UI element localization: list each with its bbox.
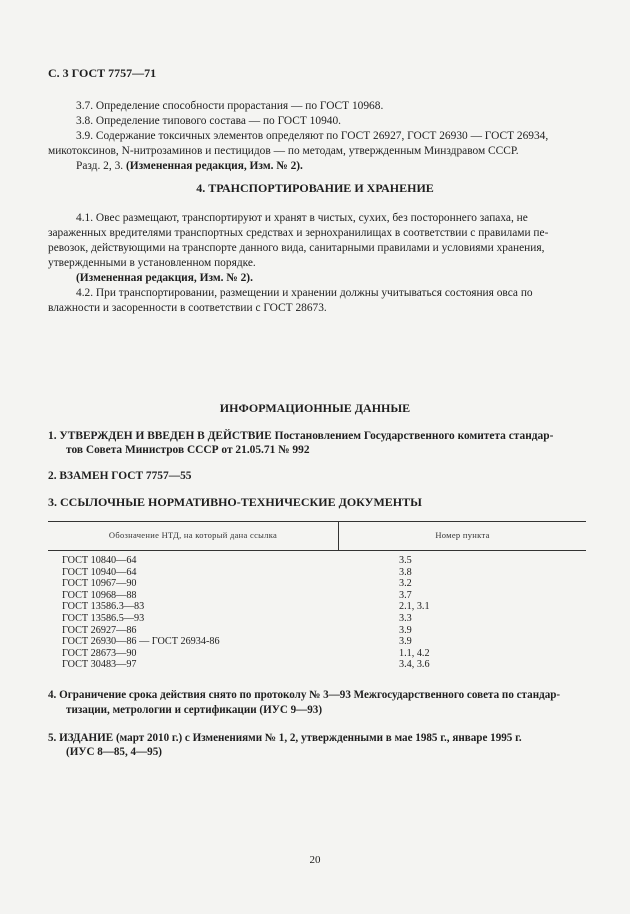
cell-document: ГОСТ 10940—64 bbox=[62, 566, 137, 578]
table-body bbox=[48, 551, 586, 671]
table-row bbox=[48, 590, 586, 602]
info-item5-line2: (ИУС 8—85, 4—95) bbox=[66, 746, 162, 758]
reference-table bbox=[48, 521, 586, 671]
table-row bbox=[48, 567, 586, 579]
paragraph-4-1-line3: ревозок, действующими на транспорте данного вида, санитарными правилами и условиями хранения, bbox=[48, 242, 545, 254]
cell-clause: 3.4, 3.6 bbox=[399, 659, 430, 671]
table-header bbox=[48, 521, 586, 551]
cell-clause: 3.3 bbox=[399, 612, 412, 624]
cell-document: ГОСТ 10967—90 bbox=[62, 578, 137, 590]
paragraph-4-1-line2: зараженных вредителями транспортных средствах и зернохранилищах в соответствии с правилами пе- bbox=[48, 227, 549, 239]
info-item5-line1: 5. ИЗДАНИЕ (март 2010 г.) с Изменениями № 1, 2, утвержденными в мае 1985 г., январе 1995 г. bbox=[48, 732, 522, 744]
paragraph-4-2-line2: влажности и засоренности в соответствии с ГОСТ 28673. bbox=[48, 302, 327, 314]
info-item4-line1: 4. Ограничение срока действия снято по протоколу № 3—93 Межгосударственного совета по стандар- bbox=[48, 689, 561, 701]
info-item4-line2: тизации, метрологии и сертификации (ИУС 9—93) bbox=[66, 704, 323, 716]
cell-clause: 3.2 bbox=[399, 578, 412, 590]
table-row bbox=[48, 659, 586, 671]
cell-clause: 3.7 bbox=[399, 589, 412, 601]
column-header-clause: Номер пункта bbox=[435, 530, 490, 540]
page-number: 20 bbox=[309, 854, 321, 866]
paragraph-4-1-note: (Измененная редакция, Изм. № 2). bbox=[76, 272, 253, 284]
amendment-note-bold: (Измененная редакция, Изм. № 2). bbox=[125, 160, 303, 172]
paragraph-4-2-line1: 4.2. При транспортировании, размещении и хранении должны учитываться состояния овса по bbox=[76, 287, 533, 299]
cell-clause: 3.9 bbox=[399, 624, 412, 636]
cell-clause: 1.1, 4.2 bbox=[399, 647, 430, 659]
paragraph-4-1-line1: 4.1. Овес размещают, транспортируют и хранят в чистых, сухих, без постороннего запаха, не bbox=[76, 212, 528, 224]
info-title: ИНФОРМАЦИОННЫЕ ДАННЫЕ bbox=[219, 401, 411, 415]
table-row bbox=[48, 601, 586, 613]
cell-document: ГОСТ 26927—86 bbox=[62, 624, 137, 636]
cell-document: ГОСТ 13586.5—93 bbox=[62, 612, 145, 624]
page-header: С. 3 ГОСТ 7757—71 bbox=[48, 66, 157, 80]
paragraph-3-9-line1: 3.9. Содержание токсичных элементов определяют по ГОСТ 26927, ГОСТ 26930 — ГОСТ 26934, bbox=[76, 130, 549, 142]
info-item1-line1: 1. УТВЕРЖДЕН И ВВЕДЕН В ДЕЙСТВИЕ Постановлением Государственного комитета стандар- bbox=[48, 430, 554, 442]
table-row bbox=[48, 578, 586, 590]
cell-clause: 3.8 bbox=[399, 566, 412, 578]
paragraph-3-9-line2: микотоксинов, N-нитрозаминов и пестицидов — по методам, утвержденным Минздравом СССР. bbox=[48, 145, 519, 157]
cell-document: ГОСТ 28673—90 bbox=[62, 647, 137, 659]
paragraph-4-1-line4: утвержденными в установленном порядке. bbox=[48, 257, 256, 269]
table-row bbox=[48, 648, 586, 660]
cell-document: ГОСТ 26930—86 — ГОСТ 26934-86 bbox=[62, 636, 220, 648]
amendment-note-prefix: Разд. 2, 3. bbox=[76, 160, 126, 172]
cell-document: ГОСТ 13586.3—83 bbox=[62, 601, 145, 613]
info-item2: 2. ВЗАМЕН ГОСТ 7757—55 bbox=[48, 470, 192, 482]
cell-clause: 3.9 bbox=[399, 636, 412, 648]
table-row bbox=[48, 555, 586, 567]
cell-document: ГОСТ 10840—64 bbox=[62, 555, 137, 566]
cell-document: ГОСТ 30483—97 bbox=[62, 659, 137, 671]
cell-clause: 2.1, 3.1 bbox=[399, 601, 430, 613]
table-row bbox=[48, 613, 586, 625]
cell-clause: 3.5 bbox=[399, 555, 412, 566]
section3-amendment-note bbox=[76, 159, 303, 174]
column-header-document: Обозначение НТД, на который дана ссылка bbox=[108, 530, 278, 540]
paragraph-3-7: 3.7. Определение способности прорастания — по ГОСТ 10968. bbox=[76, 100, 384, 112]
table-row bbox=[48, 636, 586, 648]
paragraph-3-8: 3.8. Определение типового состава — по ГОСТ 10940. bbox=[76, 115, 341, 127]
info-item1-line2: тов Совета Министров СССР от 21.05.71 № 992 bbox=[66, 444, 310, 456]
cell-document: ГОСТ 10968—88 bbox=[62, 589, 137, 601]
section4-title: 4. ТРАНСПОРТИРОВАНИЕ И ХРАНЕНИЕ bbox=[196, 181, 434, 195]
table-row bbox=[48, 625, 586, 637]
info-item3: 3. ССЫЛОЧНЫЕ НОРМАТИВНО-ТЕХНИЧЕСКИЕ ДОКУМЕНТЫ bbox=[48, 495, 422, 509]
